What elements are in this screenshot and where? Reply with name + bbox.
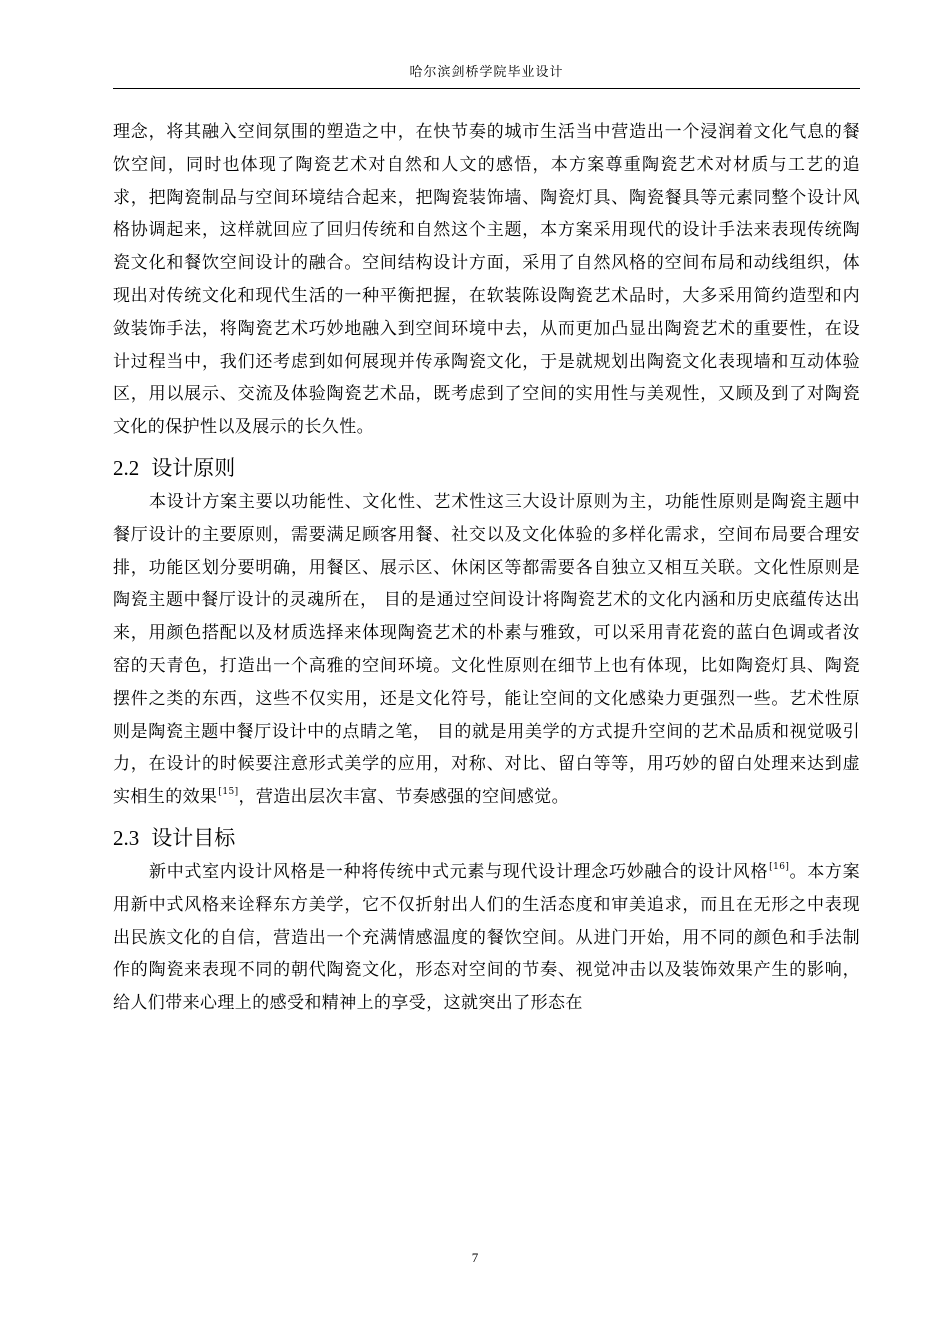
citation-16: [16] <box>769 861 790 872</box>
section-heading-2-2 <box>113 452 860 484</box>
paragraph-continued: 理念，将其融入空间氛围的塑造之中，在快节奏的城市生活当中营造出一个浸润着文化气息的餐饮空间，同时也体现了陶瓷艺术对自然和人文的感悟，本方案尊重陶瓷艺术对材质与工艺的追求，把陶瓷制品与空间环境结合起来，把陶瓷装饰墙、陶瓷灯具、陶瓷餐具等元素同整个设计风格协调起来，这样就回应了回归传统和自然这个主题，本方案采用现代的设计手法来表现传统陶瓷文化和餐饮空间设计的融合。空间结构设计方面，采用了自然风格的空间布局和动线组织，体现出对传统文化和现代生活的一种平衡把握，在软装陈设陶瓷艺术品时，大多采用简约造型和内敛装饰手法，将陶瓷艺术巧妙地融入到空间环境中去，从而更加凸显出陶瓷艺术的重要性，在设计过程当中，我们还考虑到如何展现并传承陶瓷文化，于是就规划出陶瓷文化表现墙和互动体验区，用以展示、交流及体验陶瓷艺术品，既考虑到了空间的实用性与美观性，又顾及到了对陶瓷文化的保护性以及展示的长久性。 <box>113 122 860 438</box>
paragraph-text: 本设计方案主要以功能性、文化性、艺术性这三大设计原则为主，功能性原则是陶瓷主题中餐厅设计的主要原则，需要满足顾客用餐、社交以及文化体验的多样化需求，空间布局要合理安排，功能区划分要明确，用餐区、展示区、休闲区等都需要各自独立又相互关联。文化性原则是陶瓷主题中餐厅设计的灵魂所在， 目的是通过空间设计将陶瓷艺术的文化内涵和历史底蕴传达出来，用颜色搭配以及材质选择来体现陶瓷艺术的朴素与雅致，可以采用青花瓷的蓝白色调或者汝窑的天青色，打造出一个高雅的空间环境。文化性原则在细节上也有体现，比如陶瓷灯具、陶瓷摆件之类的东西，这些不仅实用，还是文化符号，能让空间的文化感染力更强烈一些。艺术性原则是陶瓷主题中餐厅设计中的点睛之笔， 目的就是用美学的方式提升空间的艺术品质和视觉吸引力，在设计的时候要注意形式美学的应用，对称、对比、留白等等，用巧妙的留白处理来达到虚实相生的效果 <box>113 491 860 808</box>
page-number: 7 <box>471 1250 479 1265</box>
section-number: 2.3 <box>113 825 140 850</box>
section-heading-2-3 <box>113 822 860 854</box>
paragraph-design-principles <box>113 486 860 814</box>
header-title: 哈尔滨剑桥学院毕业设计 <box>409 65 564 80</box>
paragraph-text: ，营造出层次丰富、节奏感强的空间感觉。 <box>238 787 570 808</box>
document-body <box>113 116 860 1020</box>
citation-15: [15] <box>218 787 239 798</box>
paragraph-text: 。本方案用新中式风格来诠释东方美学，它不仅折射出人们的生活态度和审美追求，而且在无形之中表现出民族文化的自信，营造出一个充满情感温度的餐饮空间。从进门开始，用不同的颜色和手法制作的陶瓷来表现不同的朝代陶瓷文化，形态对空间的节奏、视觉冲击以及装饰效果产生的影响，给人们带来心理上的感受和精神上的享受，这就突出了形态在 <box>113 861 860 1014</box>
section-title: 设计原则 <box>151 455 236 480</box>
paragraph-text: 新中式室内设计风格是一种将传统中式元素与现代设计理念巧妙融合的设计风格 <box>149 861 769 882</box>
section-number: 2.2 <box>113 455 140 480</box>
page-header <box>113 62 860 89</box>
paragraph-design-goals <box>113 856 860 1020</box>
section-title: 设计目标 <box>151 825 236 850</box>
